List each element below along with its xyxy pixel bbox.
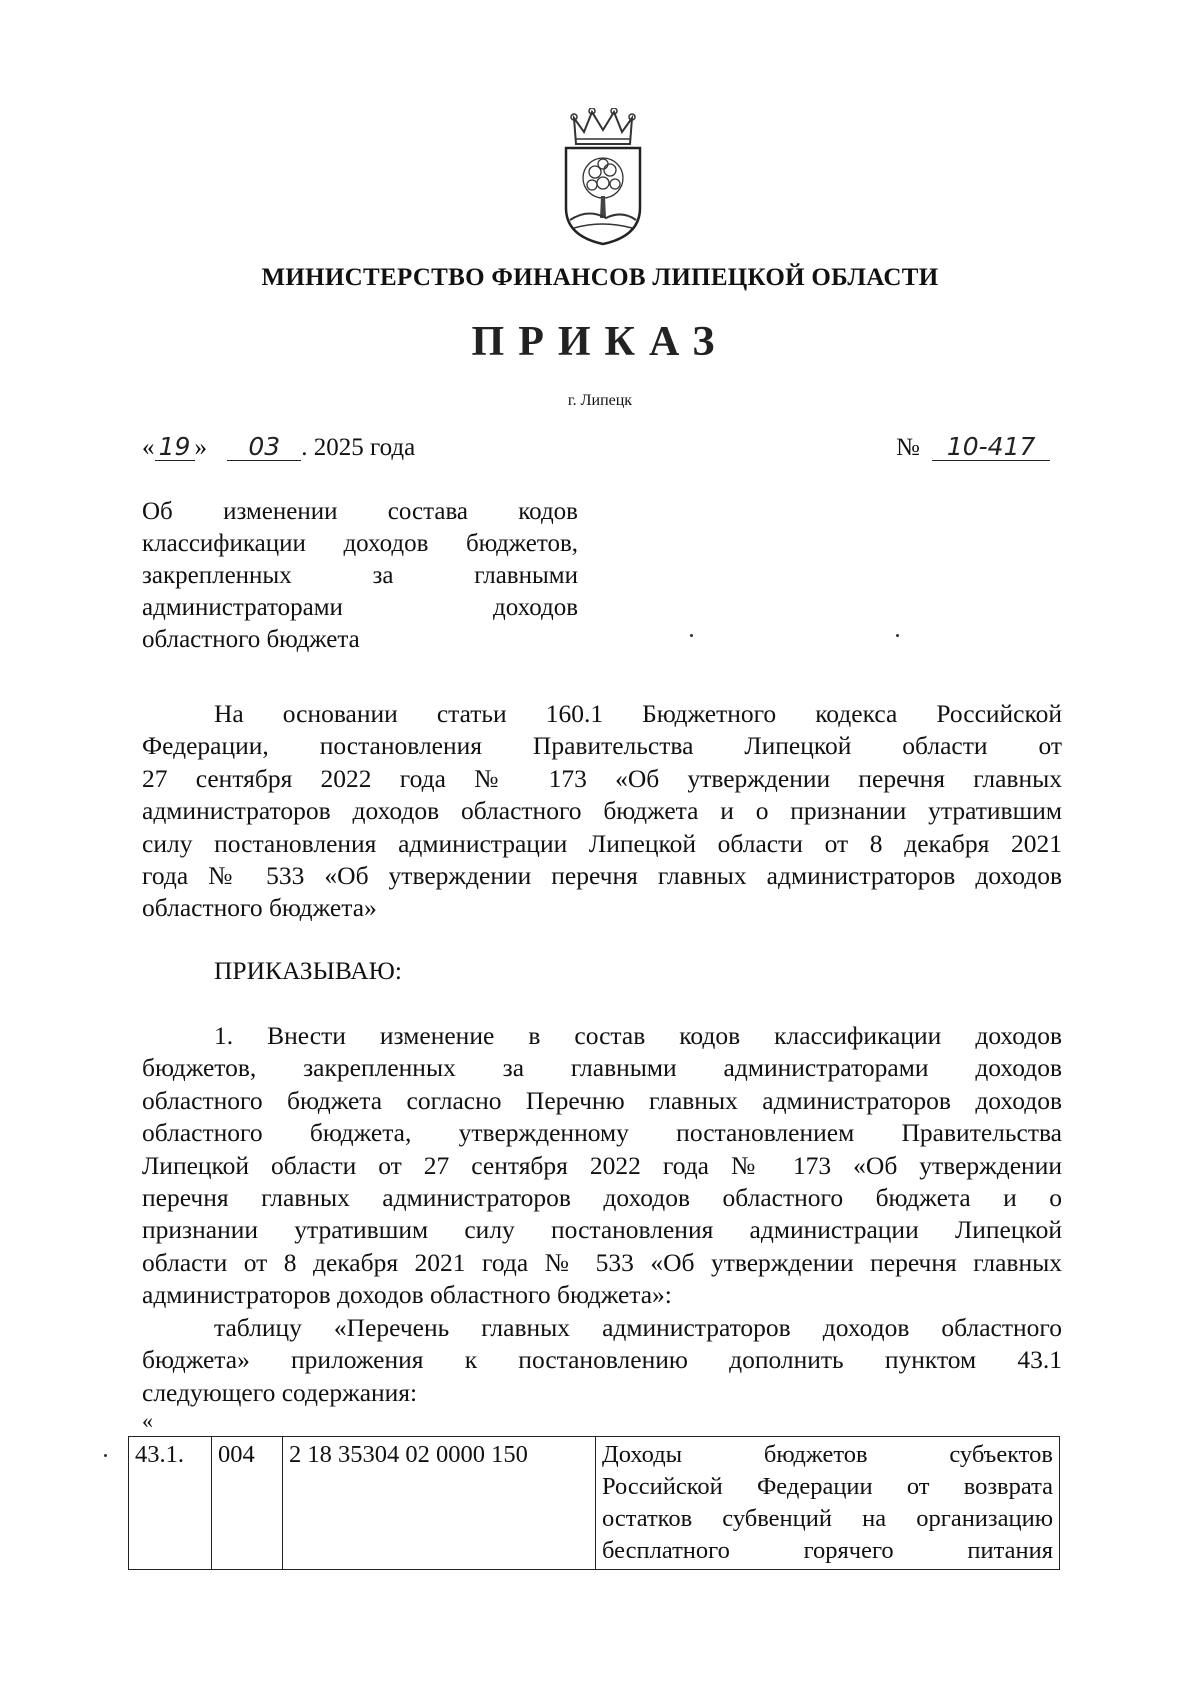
paragraph-line: На основании статьи 160.1 Бюджетного кодекса Российской	[214, 699, 1062, 728]
city: г. Липецк	[567, 392, 633, 409]
date-day: 19	[155, 434, 195, 461]
cell-revenue-name	[596, 1437, 1060, 1570]
subject-line: областного бюджета	[142, 626, 360, 653]
date-open-quote: «	[142, 434, 155, 461]
document-date	[142, 434, 415, 462]
subject-line: закрепленных за главными	[142, 562, 578, 589]
order-word: ПРИКАЗЫВАЮ:	[214, 956, 402, 985]
paragraph-line: области от 8 декабря 2021 года № 533 «Об утверждении перечня главных	[142, 1247, 1062, 1277]
date-year: . 2025 года	[301, 434, 416, 461]
revenue-name-line: бесплатного горячего питания	[602, 1537, 1053, 1564]
paragraph-line: перечня главных администраторов доходов областного бюджета и о	[142, 1183, 1062, 1213]
paragraph-line: таблицу «Перечень главных администраторов доходов областного	[214, 1313, 1062, 1342]
paragraph-line: бюджетов, закрепленных за главными администраторами доходов	[142, 1053, 1062, 1083]
cell-admin-code: 004	[212, 1437, 283, 1570]
opening-quote: «	[142, 1408, 153, 1433]
codes-table	[128, 1436, 1060, 1570]
subject-line: классификации доходов бюджетов,	[142, 530, 578, 557]
paragraph-line: бюджета» приложения к постановлению дополнить пунктом 43.1	[142, 1345, 1062, 1375]
paragraph-line: признании утратившим силу постановления администрации Липецкой	[142, 1215, 1062, 1245]
paragraph-line: областного бюджета»	[142, 893, 377, 923]
paragraph-line: силу постановления администрации Липецкой области от 8 декабря 2021	[142, 828, 1062, 858]
coat-of-arms-icon	[562, 108, 644, 248]
paragraph-line: областного бюджета согласно Перечню главных администраторов доходов	[142, 1085, 1062, 1115]
scan-speck	[104, 1454, 107, 1457]
paragraph-line: администраторов доходов областного бюджета и о признании утратившим	[142, 796, 1062, 826]
document-number	[896, 434, 1050, 462]
date-close-quote: »	[194, 434, 207, 461]
paragraph-line: администраторов доходов областного бюджета»:	[142, 1280, 672, 1310]
revenue-name-line: остатков субвенций на организацию	[602, 1505, 1053, 1532]
cell-kbk-code: 2 18 35304 02 0000 150	[283, 1437, 596, 1570]
date-month: 03	[227, 434, 301, 461]
paragraph-line: областного бюджета, утвержденному постановлением Правительства	[142, 1118, 1062, 1148]
paragraph-line: года № 533 «Об утверждении перечня главных администраторов доходов	[142, 861, 1062, 891]
cell-item-number: 43.1.	[129, 1437, 212, 1570]
subject-line: администраторами доходов	[142, 594, 578, 621]
scan-speck	[896, 634, 899, 637]
basis-paragraph	[142, 698, 1062, 925]
table-row	[129, 1437, 1060, 1570]
table-intro-paragraph	[142, 1312, 1062, 1409]
subject-line: Об изменении состава кодов	[142, 498, 578, 525]
number-label: №	[896, 434, 920, 461]
ministry-name: МИНИСТЕРСТВО ФИНАНСОВ ЛИПЕЦКОЙ ОБЛАСТИ	[261, 264, 939, 291]
revenue-name-line: Российской Федерации от возврата	[602, 1473, 1053, 1500]
number-value: 10-417	[932, 434, 1050, 461]
paragraph-line: следующего содержания:	[142, 1377, 418, 1407]
paragraph-line: Липецкой области от 27 сентября 2022 года № 173 «Об утверждении	[142, 1150, 1062, 1180]
item-1-paragraph	[142, 1020, 1062, 1312]
document-type: ПРИКАЗ	[471, 319, 729, 365]
paragraph-line: 27 сентября 2022 года № 173 «Об утверждении перечня главных	[142, 763, 1062, 793]
scan-speck	[690, 634, 693, 637]
paragraph-line: 1. Внести изменение в состав кодов классификации доходов	[214, 1021, 1062, 1050]
document-subject	[142, 496, 578, 656]
paragraph-line: Федерации, постановления Правительства Липецкой области от	[142, 731, 1062, 761]
revenue-name-line: Доходы бюджетов субъектов	[602, 1441, 1053, 1468]
